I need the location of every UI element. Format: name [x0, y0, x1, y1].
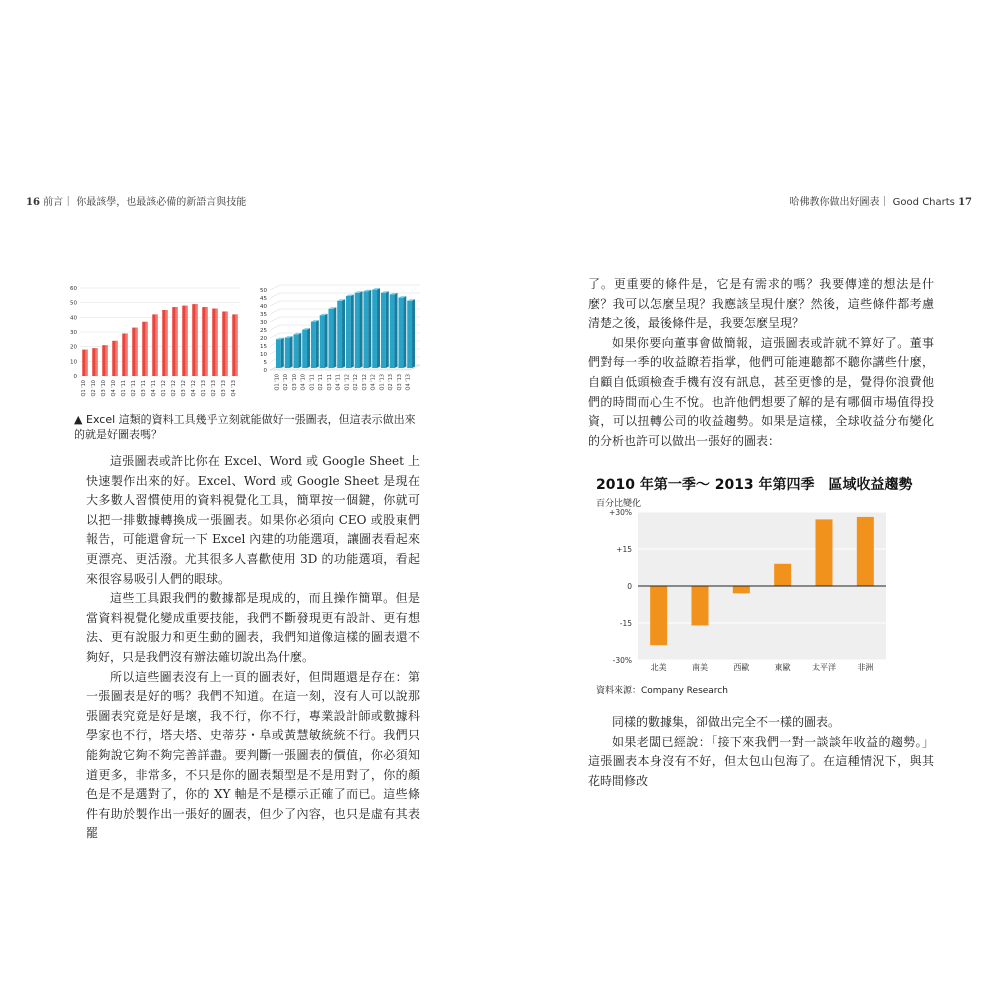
- x-tick-label: Q3 '13: [221, 380, 227, 397]
- caption-marker: ▲: [74, 413, 83, 426]
- x-tick-label: Q1 '10: [274, 374, 281, 391]
- bar-side: [342, 299, 345, 368]
- x-tick-label: Q3 '13: [396, 374, 403, 391]
- x-tick-label: 非洲: [857, 663, 874, 672]
- x-tick-label: 南美: [692, 663, 708, 672]
- y-tick-label: 20: [260, 336, 267, 342]
- right-page-body-top: [588, 275, 934, 451]
- bar-side: [403, 296, 406, 368]
- bar: [293, 334, 298, 368]
- bar-side: [386, 291, 389, 368]
- bar-side: [412, 299, 415, 368]
- x-tick-label: Q4 '10: [300, 374, 307, 391]
- page-number-right: 17: [958, 197, 972, 208]
- x-tick-label: Q4 '11: [151, 380, 157, 397]
- bar-highlight: [95, 348, 97, 376]
- y-tick-label: 10: [70, 359, 77, 366]
- bar: [816, 519, 833, 586]
- bar-highlight: [115, 341, 117, 376]
- bar-side: [351, 295, 354, 369]
- y-tick-label: 20: [70, 344, 77, 351]
- x-tick-label: Q1 '12: [344, 374, 351, 391]
- y-tick-label: 40: [260, 304, 267, 310]
- bar-side: [360, 291, 363, 368]
- figure-caption: [74, 412, 424, 442]
- body-paragraph: 這張圖表或許比你在 Excel、Word 或 Google Sheet 上快速製作出來的好。Excel、Word 或 Google Sheet 是現在大多數人習慣使用的資料視覺化工具，簡單按一個鍵，你就可以把一排數據轉換成一張圖表。如果你必須向 CEO 或股東們報告，可能還會玩一下 Excel 內建的功能選項，讓圖表看起來更漂亮、更活潑。尤其很多人喜歡使用 3D 的功能選項，看起來很容易吸引人們的眼球。: [86, 454, 420, 586]
- gridline-depth: [270, 285, 280, 290]
- gridline-depth: [270, 317, 280, 322]
- left-page-body: [86, 452, 420, 844]
- bar: [363, 291, 368, 368]
- bar: [320, 315, 325, 368]
- gridline-depth: [270, 309, 280, 314]
- body-paragraph: 如果你要向董事會做簡報，這張圖表或許就不算好了。董事們對每一季的收益瞭若指掌，他們可能連聽都不聽你講些什麼，自顧自低頭檢查手機有沒有訊息，甚至更慘的是，覺得你浪費他們的時間而心生不悅。也許他們想要了解的是有哪個市場值得投資，可以扭轉公司的收益趨勢。如果是這樣，全球收益分布變化的分析也許可以做出一張好的圖表：: [588, 335, 934, 448]
- gridline-depth: [270, 333, 280, 338]
- bar: [390, 294, 395, 368]
- caption-text: Excel 這類的資料工具幾乎立刻就能做好一張圖表，但這表示做出來的就是好圖表嗎？: [74, 413, 416, 441]
- x-tick-label: 北美: [650, 663, 667, 672]
- bar: [346, 296, 351, 368]
- bar: [355, 293, 360, 368]
- x-tick-label: Q1 '11: [309, 374, 316, 391]
- y-tick-label: 5: [263, 360, 267, 366]
- bar: [407, 301, 412, 368]
- bar-side: [325, 314, 328, 368]
- bar: [398, 298, 403, 368]
- x-tick-label: Q4 '12: [370, 374, 377, 391]
- x-tick-label: Q2 '13: [211, 380, 217, 397]
- body-paragraph: 同樣的數據集，卻做出完全不一樣的圖表。: [612, 715, 841, 729]
- x-tick-label: Q4 '13: [405, 374, 412, 391]
- bar: [276, 339, 281, 368]
- x-tick-label: Q4 '11: [335, 374, 342, 391]
- bar-highlight: [195, 304, 197, 376]
- x-tick-label: Q1 '13: [379, 374, 386, 391]
- chart-y-axis-label: 百分比變化: [596, 499, 642, 509]
- bar-side: [333, 307, 336, 368]
- y-tick-label: 15: [260, 344, 267, 350]
- y-tick-label: 10: [260, 352, 267, 358]
- gridline-depth: [270, 301, 280, 306]
- y-tick-label: 0: [263, 368, 267, 374]
- bar: [857, 517, 874, 586]
- bar: [774, 564, 791, 586]
- running-title-right: 哈佛教你做出好圖表｜ Good Charts: [789, 197, 955, 208]
- bar-highlight: [145, 322, 147, 376]
- y-tick-label: 60: [70, 286, 77, 292]
- x-tick-label: 太平洋: [812, 663, 836, 672]
- regional-revenue-chart: [596, 506, 896, 682]
- bar-side: [307, 328, 310, 368]
- y-tick-label: 25: [260, 328, 267, 334]
- x-tick-label: Q3 '11: [326, 374, 333, 391]
- bar: [302, 330, 307, 368]
- bar-highlight: [105, 345, 107, 376]
- body-paragraph: 這些工具跟我們的數據都是現成的，而且操作簡單。但是當資料視覺化變成重要技能，我們不斷發現更有設計、更有想法、更有說服力和更生動的圖表，我們知道像這樣的圖表還不夠好，只是我們沒有辦法確切說出為什麼。: [86, 591, 420, 664]
- bar-side: [281, 338, 284, 368]
- y-tick-label: 45: [260, 296, 267, 302]
- y-tick-label: 35: [260, 312, 267, 318]
- x-tick-label: 西歐: [733, 663, 750, 672]
- bar: [285, 338, 290, 368]
- y-tick-label: +30%: [609, 508, 632, 517]
- bar-highlight: [235, 314, 237, 376]
- y-tick-label: -30%: [612, 656, 632, 665]
- bar-highlight: [165, 310, 167, 376]
- bar-side: [316, 320, 319, 368]
- y-tick-label: 0: [73, 374, 77, 380]
- x-tick-label: Q2 '12: [353, 374, 360, 391]
- bar-side: [377, 288, 380, 368]
- gridline-depth: [270, 325, 280, 330]
- x-tick-label: Q2 '11: [318, 374, 325, 391]
- bar: [311, 322, 316, 368]
- bar-side: [290, 336, 293, 368]
- x-tick-label: Q3 '11: [141, 380, 147, 397]
- x-tick-label: Q2 '10: [91, 380, 97, 397]
- bar: [372, 290, 377, 368]
- bar-highlight: [125, 333, 127, 376]
- bar: [650, 586, 667, 645]
- y-tick-label: 30: [70, 330, 77, 336]
- bar-highlight: [175, 307, 177, 376]
- bar-highlight: [155, 314, 157, 376]
- bar: [337, 301, 342, 368]
- bar-highlight: [135, 328, 137, 376]
- bar-highlight: [215, 309, 217, 376]
- x-tick-label: Q3 '10: [101, 380, 107, 397]
- bar: [328, 309, 333, 368]
- x-tick-label: Q1 '13: [201, 380, 207, 397]
- right-page-body-bottom: [588, 713, 934, 791]
- y-tick-label: -15: [619, 619, 632, 628]
- bar: [692, 586, 709, 625]
- body-paragraph: 所以這些圖表沒有上一頁的圖表好，但問題還是存在：第一張圖表是好的嗎？我們不知道。在這一刻，沒有人可以說那張圖表究竟是好是壞，我不行，你不行，專業設計師或數據科學家也不行，塔夫塔、史蒂芬・阜或黃慧敏統統不行。我們只能夠說它夠不夠完善詳盡。要判斷一張圖表的價值，你必須知道更多，非常多，不只是你的圖表類型是不是用對了，你的顏色是不是選對了，你的 XY 軸是不是標示正確了而已。這些條件有助於製作出一張好的圖表，但少了內容，也只是虛有其表罷: [86, 669, 420, 841]
- x-tick-label: Q1 '10: [81, 380, 87, 397]
- running-header-left: [26, 193, 246, 208]
- x-tick-label: Q1 '11: [121, 380, 127, 397]
- y-tick-label: 0: [627, 582, 632, 591]
- y-tick-label: 50: [260, 288, 267, 294]
- gridline-depth: [270, 293, 280, 298]
- x-tick-label: Q3 '12: [361, 374, 368, 391]
- bar-highlight: [185, 306, 187, 376]
- x-tick-label: Q2 '12: [171, 380, 177, 397]
- bar-highlight: [205, 307, 207, 376]
- x-tick-label: Q4 '10: [111, 380, 117, 397]
- y-tick-label: 40: [70, 315, 77, 322]
- bar-side: [368, 290, 371, 368]
- x-tick-label: Q3 '10: [291, 374, 298, 391]
- bar-highlight: [225, 311, 227, 376]
- x-tick-label: 東歐: [774, 663, 791, 672]
- x-tick-label: Q4 '13: [231, 380, 237, 397]
- body-paragraph: 如果老闆已經說：「接下來我們一對一談談年收益的趨勢。」這張圖表本身沒有不好，但太包山包海了。在這種情況下，與其花時間修改: [588, 734, 934, 788]
- chart-source: 資料來源：Company Research: [596, 686, 728, 696]
- x-tick-label: Q4 '12: [191, 380, 197, 397]
- y-tick-label: 50: [70, 300, 77, 307]
- x-tick-label: Q3 '12: [181, 380, 187, 397]
- chart-title: 2010 年第一季～ 2013 年第四季 區域收益趨勢: [596, 477, 913, 493]
- y-tick-label: 30: [260, 320, 267, 326]
- running-title-left: 前言｜ 你最該學，也最該必備的新語言與技能: [43, 197, 247, 208]
- page-number-left: 16: [26, 197, 40, 208]
- excel-3d-bar-chart: [250, 280, 428, 405]
- running-header-right: [790, 193, 973, 208]
- x-tick-label: Q2 '13: [388, 374, 395, 391]
- bar-side: [395, 293, 398, 368]
- bar: [381, 293, 386, 368]
- body-paragraph: 了。更重要的條件是，它是有需求的嗎？我要傳達的想法是什麼？我可以怎麼呈現？我應該呈現什麼？然後，這些條件都考慮清楚之後，最後條件是，我要怎麼呈現？: [588, 277, 934, 331]
- y-tick-label: +15: [616, 545, 632, 554]
- x-tick-label: Q1 '12: [161, 380, 167, 397]
- bar-highlight: [85, 350, 87, 376]
- x-tick-label: Q2 '11: [131, 380, 137, 397]
- x-tick-label: Q2 '10: [283, 374, 290, 391]
- excel-2d-bar-chart: [64, 280, 244, 402]
- bar-side: [298, 333, 301, 368]
- bar: [733, 586, 750, 593]
